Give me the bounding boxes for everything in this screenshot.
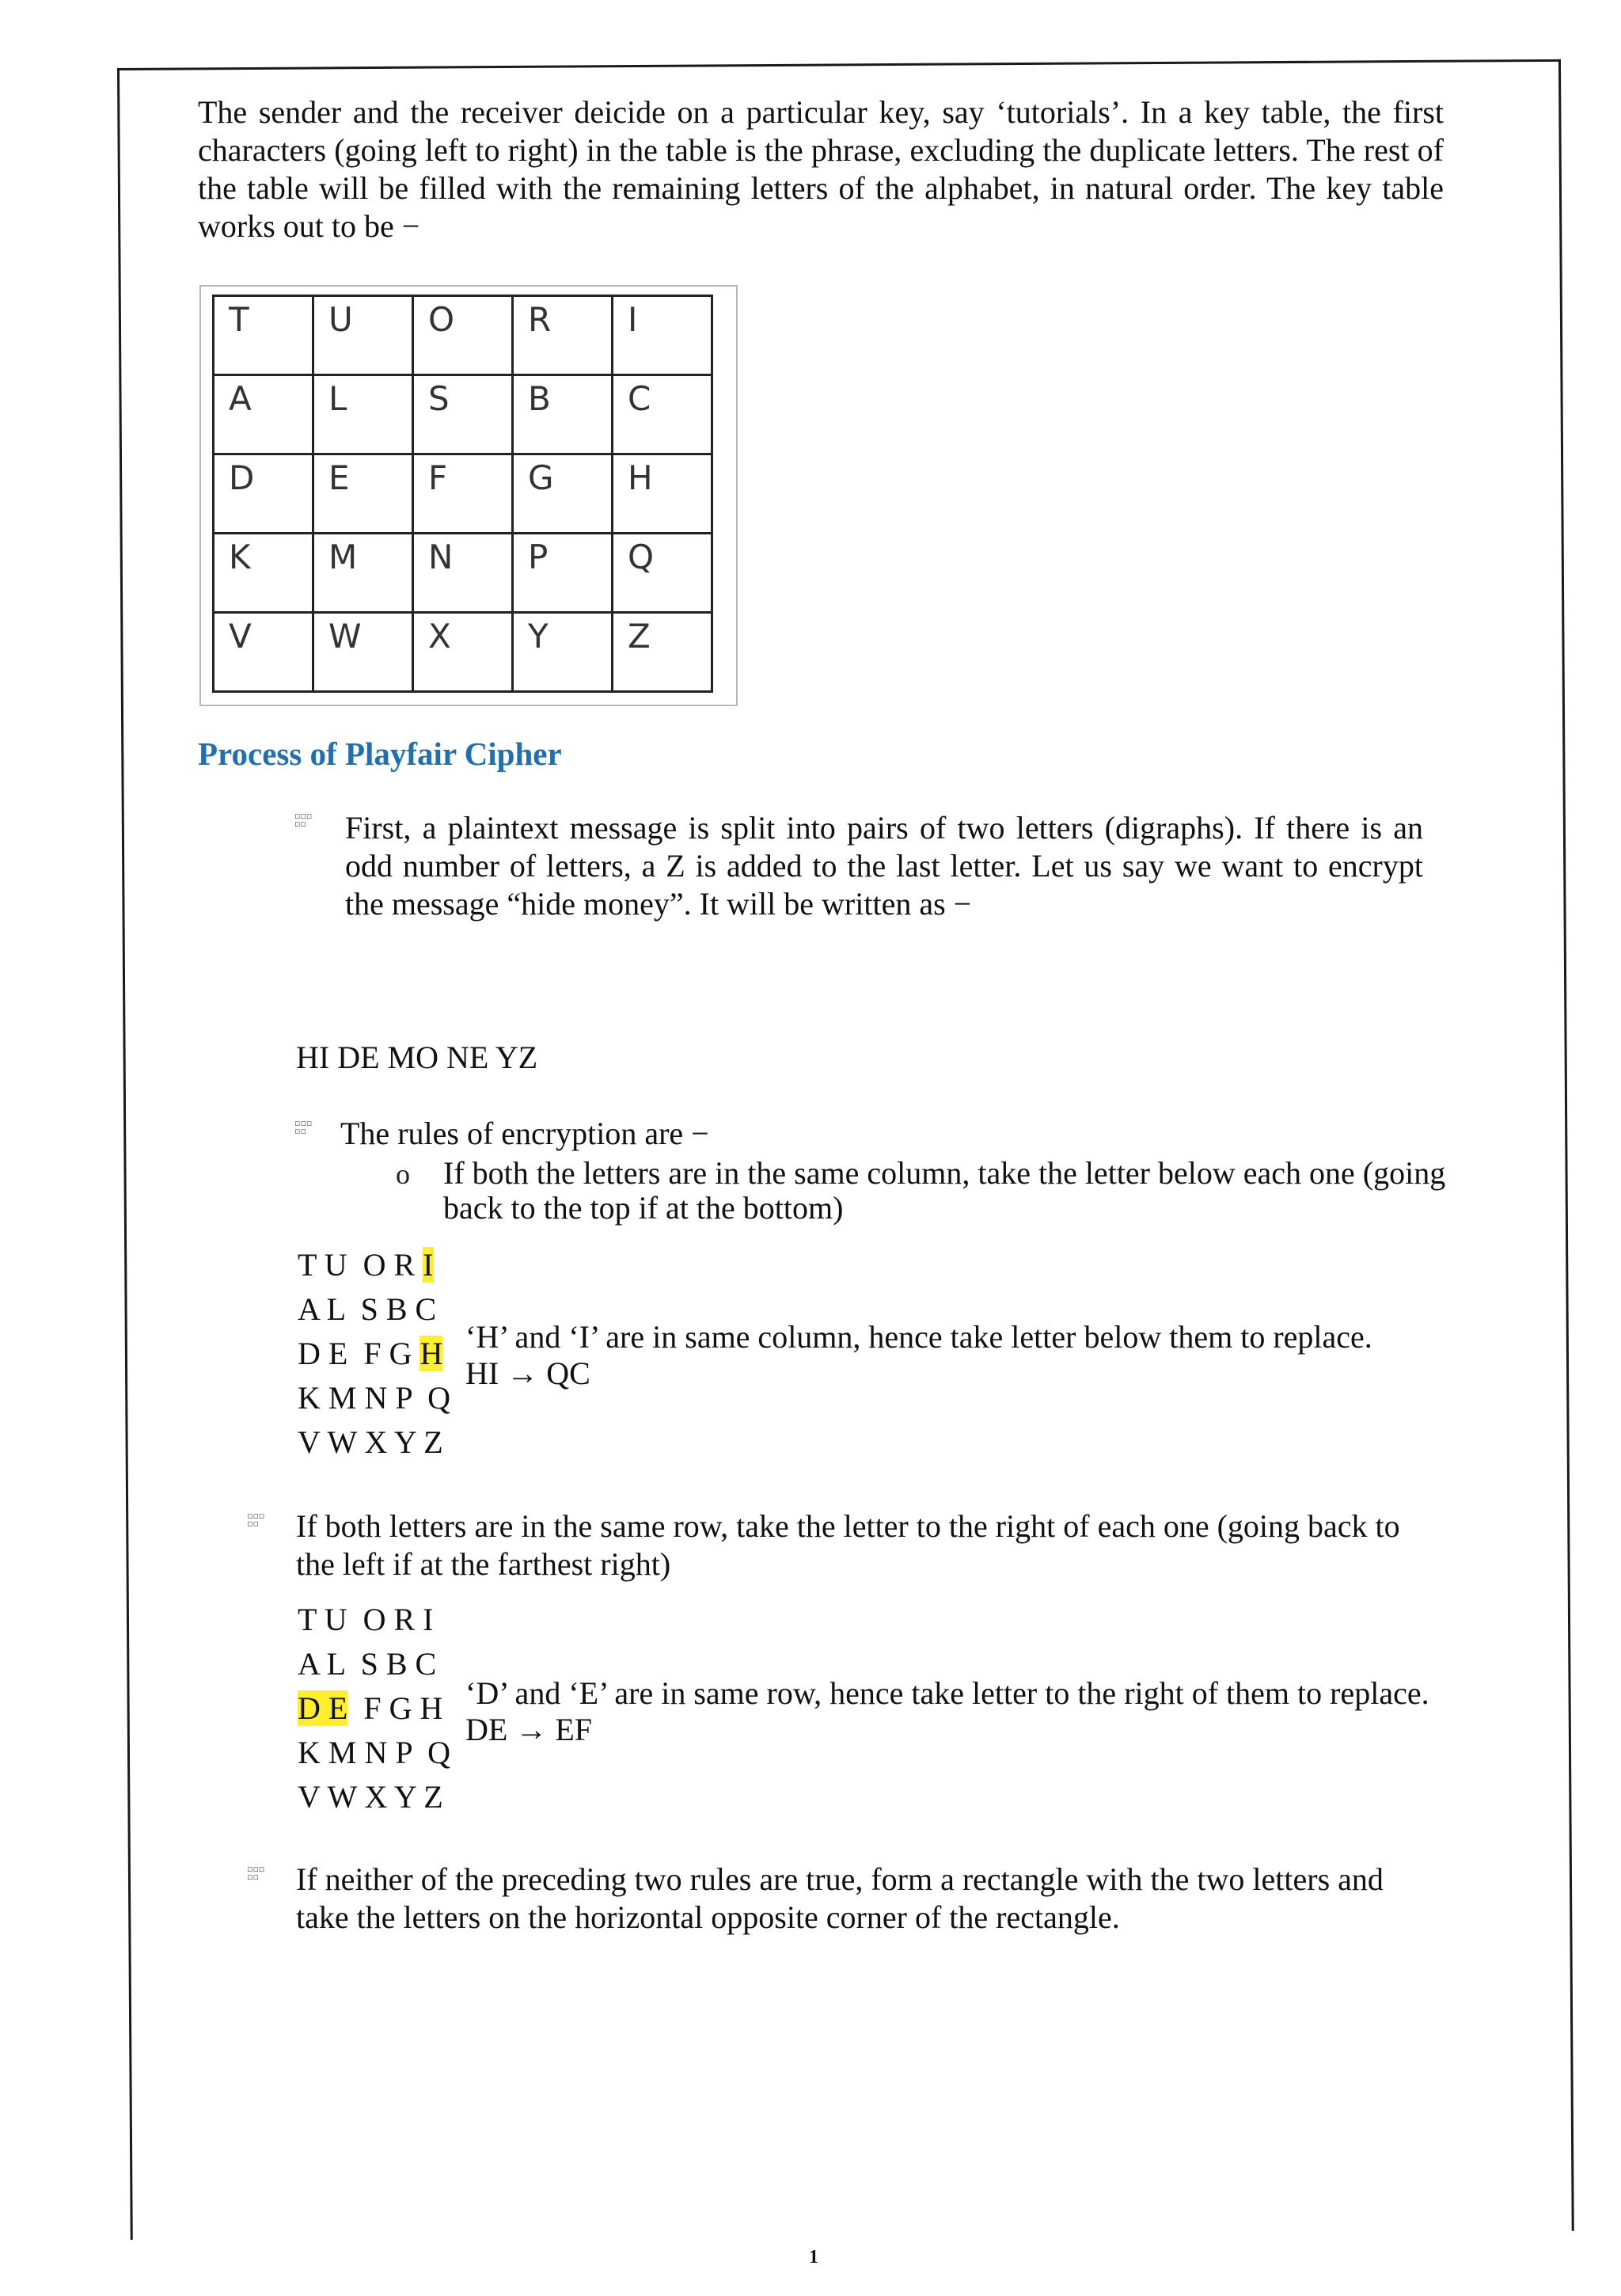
- key-table: [212, 295, 713, 693]
- grid-row: [298, 1686, 450, 1731]
- key-table-cell: C: [613, 375, 712, 454]
- key-table-cell: Y: [513, 613, 613, 692]
- key-table-cell: X: [413, 613, 513, 692]
- highlighted-letters: D E: [298, 1690, 348, 1726]
- grid-letters: V W X Y Z: [298, 1779, 443, 1815]
- key-table-cell: U: [313, 296, 413, 375]
- grid-letters: T U O R I: [298, 1602, 434, 1637]
- grid-letters: A L S B C: [298, 1291, 437, 1327]
- grid-letters: K M N P Q: [298, 1735, 450, 1770]
- grid-row: [298, 1775, 450, 1819]
- key-table-row: [214, 534, 712, 613]
- key-table-row: [214, 375, 712, 454]
- key-table-cell: E: [313, 454, 413, 534]
- grid-letters: D E F G: [298, 1336, 420, 1371]
- bullet-icon: ▫▫▫ ▫▫: [294, 811, 313, 829]
- key-table-cell: O: [413, 296, 513, 375]
- column-result: HI → QC: [465, 1355, 590, 1391]
- section-heading: Process of Playfair Cipher: [198, 736, 562, 772]
- bullet-icon: ▫▫▫ ▫▫: [247, 1864, 265, 1882]
- grid-letters: T U O R: [298, 1247, 423, 1283]
- key-table-cell: Q: [613, 534, 712, 613]
- grid-row: [298, 1598, 450, 1642]
- bullet-icon: ▫▫▫ ▫▫: [247, 1511, 265, 1529]
- key-table-cell: L: [313, 375, 413, 454]
- key-table-cell: G: [513, 454, 613, 534]
- column-rule: If both the letters are in the same column, take the letter below each one (going back to the top if at the bottom): [443, 1155, 1446, 1226]
- grid-row: [298, 1642, 450, 1686]
- row-rule: If both letters are in the same row, take the letter to the right of each one (going back to the left if at the farthest right): [296, 1508, 1400, 1582]
- grid-row: [298, 1332, 450, 1376]
- key-table-row: [214, 454, 712, 534]
- key-table-cell: T: [214, 296, 313, 375]
- sub-bullet-marker: o: [396, 1158, 410, 1190]
- row-explanation: ‘D’ and ‘E’ are in same row, hence take letter to the right of them to replace. DE → EF: [465, 1675, 1429, 1747]
- grid-letters: A L S B C: [298, 1646, 437, 1682]
- key-table-cell: Z: [613, 613, 712, 692]
- key-table-cell: N: [413, 534, 513, 613]
- column-explanation: [465, 1319, 1463, 1392]
- grid-row: [298, 1420, 450, 1465]
- page-number: 1: [809, 2247, 818, 2267]
- grid-letters: F G H: [347, 1690, 443, 1726]
- key-table-cell: W: [313, 613, 413, 692]
- row-example-grid: [298, 1598, 450, 1819]
- key-table-cell: S: [413, 375, 513, 454]
- highlighted-letters: I: [423, 1247, 434, 1283]
- key-table-cell: A: [214, 375, 313, 454]
- grid-row: [298, 1243, 450, 1287]
- grid-letters: V W X Y Z: [298, 1424, 443, 1460]
- intro-paragraph: The sender and the receiver deicide on a particular key, say ‘tutorials’. In a key table, the first characters (going left to right) in the table is the phrase, excluding the duplicate letters. The rest of the table will be filled with the remaining letters of the alphabet, in natural order. The key table works out to be −: [198, 94, 1444, 244]
- grid-letters: K M N P Q: [298, 1380, 450, 1416]
- key-table-cell: F: [413, 454, 513, 534]
- rules-intro: The rules of encryption are −: [340, 1116, 709, 1151]
- highlighted-letters: H: [419, 1336, 443, 1371]
- key-table-cell: R: [513, 296, 613, 375]
- key-table-cell: D: [214, 454, 313, 534]
- rectangle-rule: If neither of the preceding two rules are true, form a rectangle with the two letters and take the letters on the horizontal opposite corner of the rectangle.: [296, 1861, 1384, 1935]
- key-table-cell: B: [513, 375, 613, 454]
- key-table-cell: P: [513, 534, 613, 613]
- grid-row: [298, 1731, 450, 1775]
- key-table-cell: V: [214, 613, 313, 692]
- key-table-cell: K: [214, 534, 313, 613]
- step1-paragraph: First, a plaintext message is split into pairs of two letters (digraphs). If there is an odd number of letters, a Z is added to the last letter. Let us say we want to encrypt the message “hide money”. It will be written as −: [345, 810, 1423, 922]
- digraph-line: HI DE MO NE YZ: [296, 1040, 538, 1075]
- key-table-image: [199, 285, 738, 706]
- grid-row: [298, 1287, 450, 1332]
- column-example-grid: [298, 1243, 450, 1465]
- key-table-cell: M: [313, 534, 413, 613]
- key-table-cell: I: [613, 296, 712, 375]
- key-table-row: [214, 613, 712, 692]
- column-explanation-text: ‘H’ and ‘I’ are in same column, hence take letter below them to replace.: [465, 1319, 1372, 1355]
- key-table-row: [214, 296, 712, 375]
- grid-row: [298, 1376, 450, 1420]
- key-table-cell: H: [613, 454, 712, 534]
- bullet-icon: ▫▫▫ ▫▫: [294, 1118, 313, 1136]
